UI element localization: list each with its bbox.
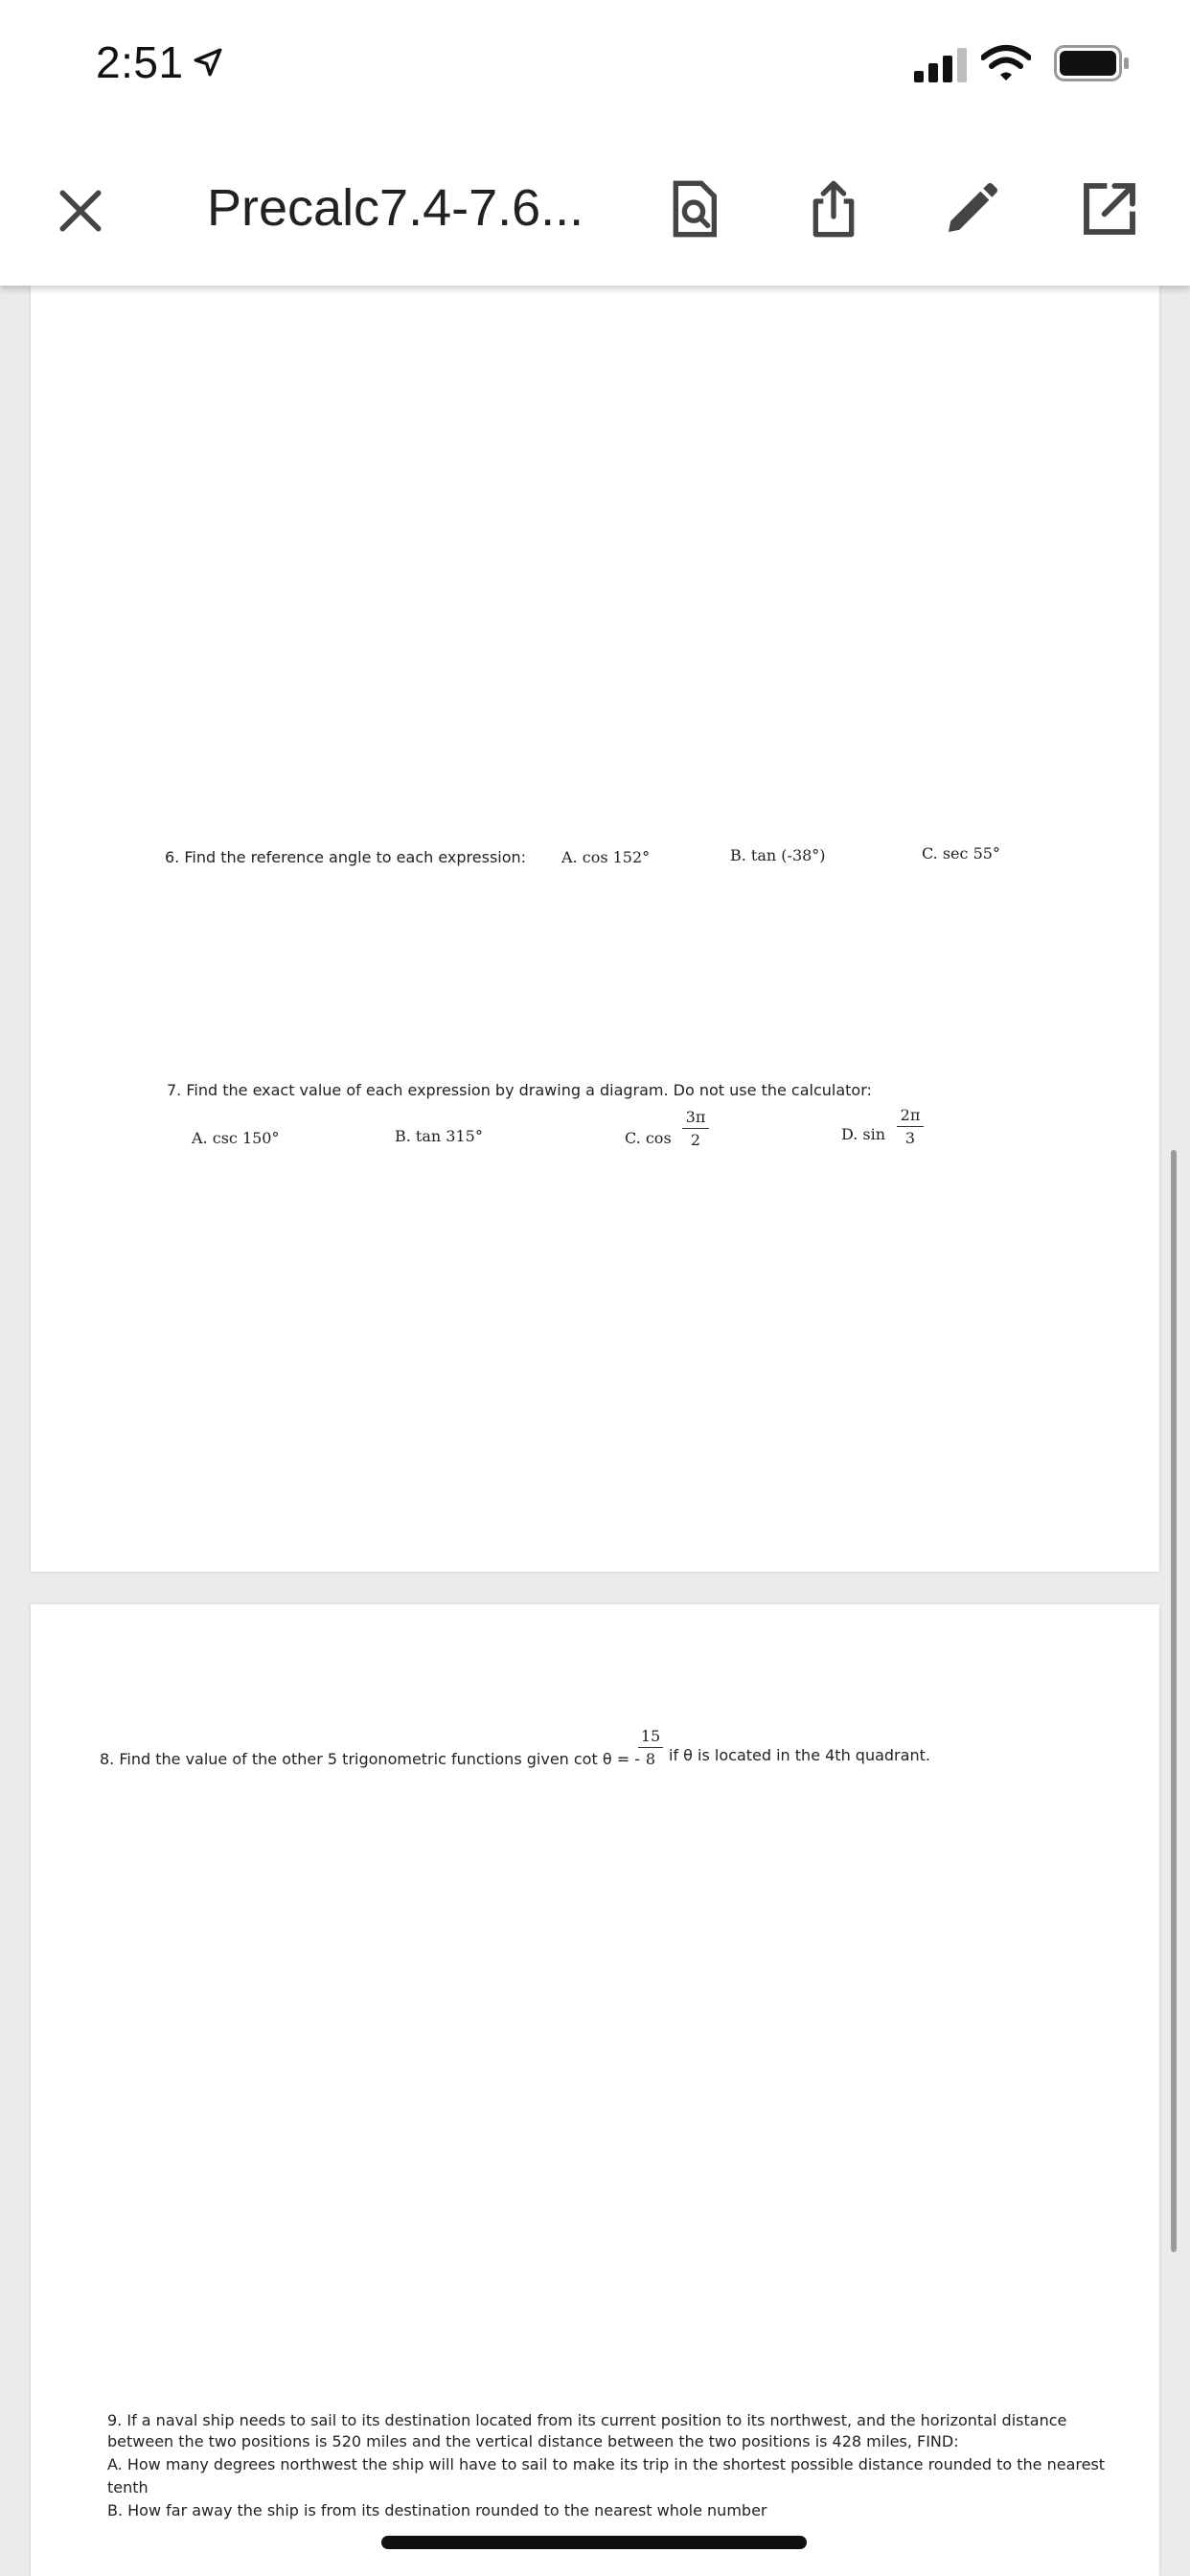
location-arrow-icon (192, 46, 224, 79)
question-7-d-denominator: 3 (904, 1129, 916, 1147)
question-7-b: B. tan 315° (395, 1127, 483, 1145)
document-title: Precalc7.4-7.6... (207, 179, 584, 237)
question-9-line-2: between the two positions is 520 miles and the vertical distance between the two positions is 428 miles, FIND: (107, 2432, 959, 2450)
question-8-fraction (638, 1727, 663, 1768)
question-7-c-denominator: 2 (690, 1131, 701, 1149)
question-7-d-label: D. sin (841, 1125, 886, 1143)
find-in-page-icon[interactable] (663, 178, 724, 240)
question-8-numerator: 15 (640, 1727, 661, 1745)
close-button[interactable] (54, 184, 107, 238)
question-6-prompt: 6. Find the reference angle to each expression: (165, 848, 527, 866)
question-9-line-1: 9. If a naval ship needs to sail to its destination located from its current position to its northwest, and the horizontal distance (107, 2411, 1067, 2429)
vertical-scrollbar[interactable] (1171, 1150, 1177, 2252)
question-8-prompt: 8. Find the value of the other 5 trigonometric functions given cot θ = - (100, 1750, 640, 1768)
question-9-line-5: B. How far away the ship is from its destination rounded to the nearest whole number (107, 2501, 767, 2519)
question-7-d-numerator: 2π (900, 1106, 921, 1124)
question-9-line-4: tenth (107, 2478, 149, 2496)
wifi-icon (981, 44, 1031, 82)
status-time: 2:51 (96, 37, 184, 87)
top-bar (0, 0, 1190, 286)
question-7-a: A. csc 150° (192, 1129, 280, 1147)
battery-icon (1054, 45, 1131, 81)
document-page-1 (31, 286, 1159, 1572)
document-page-2 (31, 1604, 1159, 2576)
cellular-signal-icon (914, 48, 970, 82)
question-7-c-label: C. cos (625, 1129, 672, 1147)
open-external-icon[interactable] (1079, 178, 1140, 240)
question-7-c-fraction (682, 1108, 709, 1149)
question-8-suffix: if θ is located in the 4th quadrant. (669, 1746, 930, 1764)
share-icon[interactable] (803, 178, 864, 240)
question-7-prompt: 7. Find the exact value of each expression by drawing a diagram. Do not use the calculator: (167, 1081, 872, 1099)
question-8-denominator: 8 (645, 1750, 656, 1768)
home-indicator[interactable] (381, 2536, 807, 2549)
question-9-line-3: A. How many degrees northwest the ship will have to sail to make its trip in the shortest possible distance rounded to the nearest (107, 2455, 1106, 2473)
edit-pencil-icon[interactable] (941, 178, 1002, 240)
question-6-a: A. cos 152° (561, 848, 651, 866)
question-7-c-numerator: 3π (685, 1108, 706, 1126)
question-6-b: B. tan (-38°) (730, 846, 826, 864)
question-6-c: C. sec 55° (922, 844, 1000, 862)
question-7-d-fraction (897, 1106, 924, 1147)
